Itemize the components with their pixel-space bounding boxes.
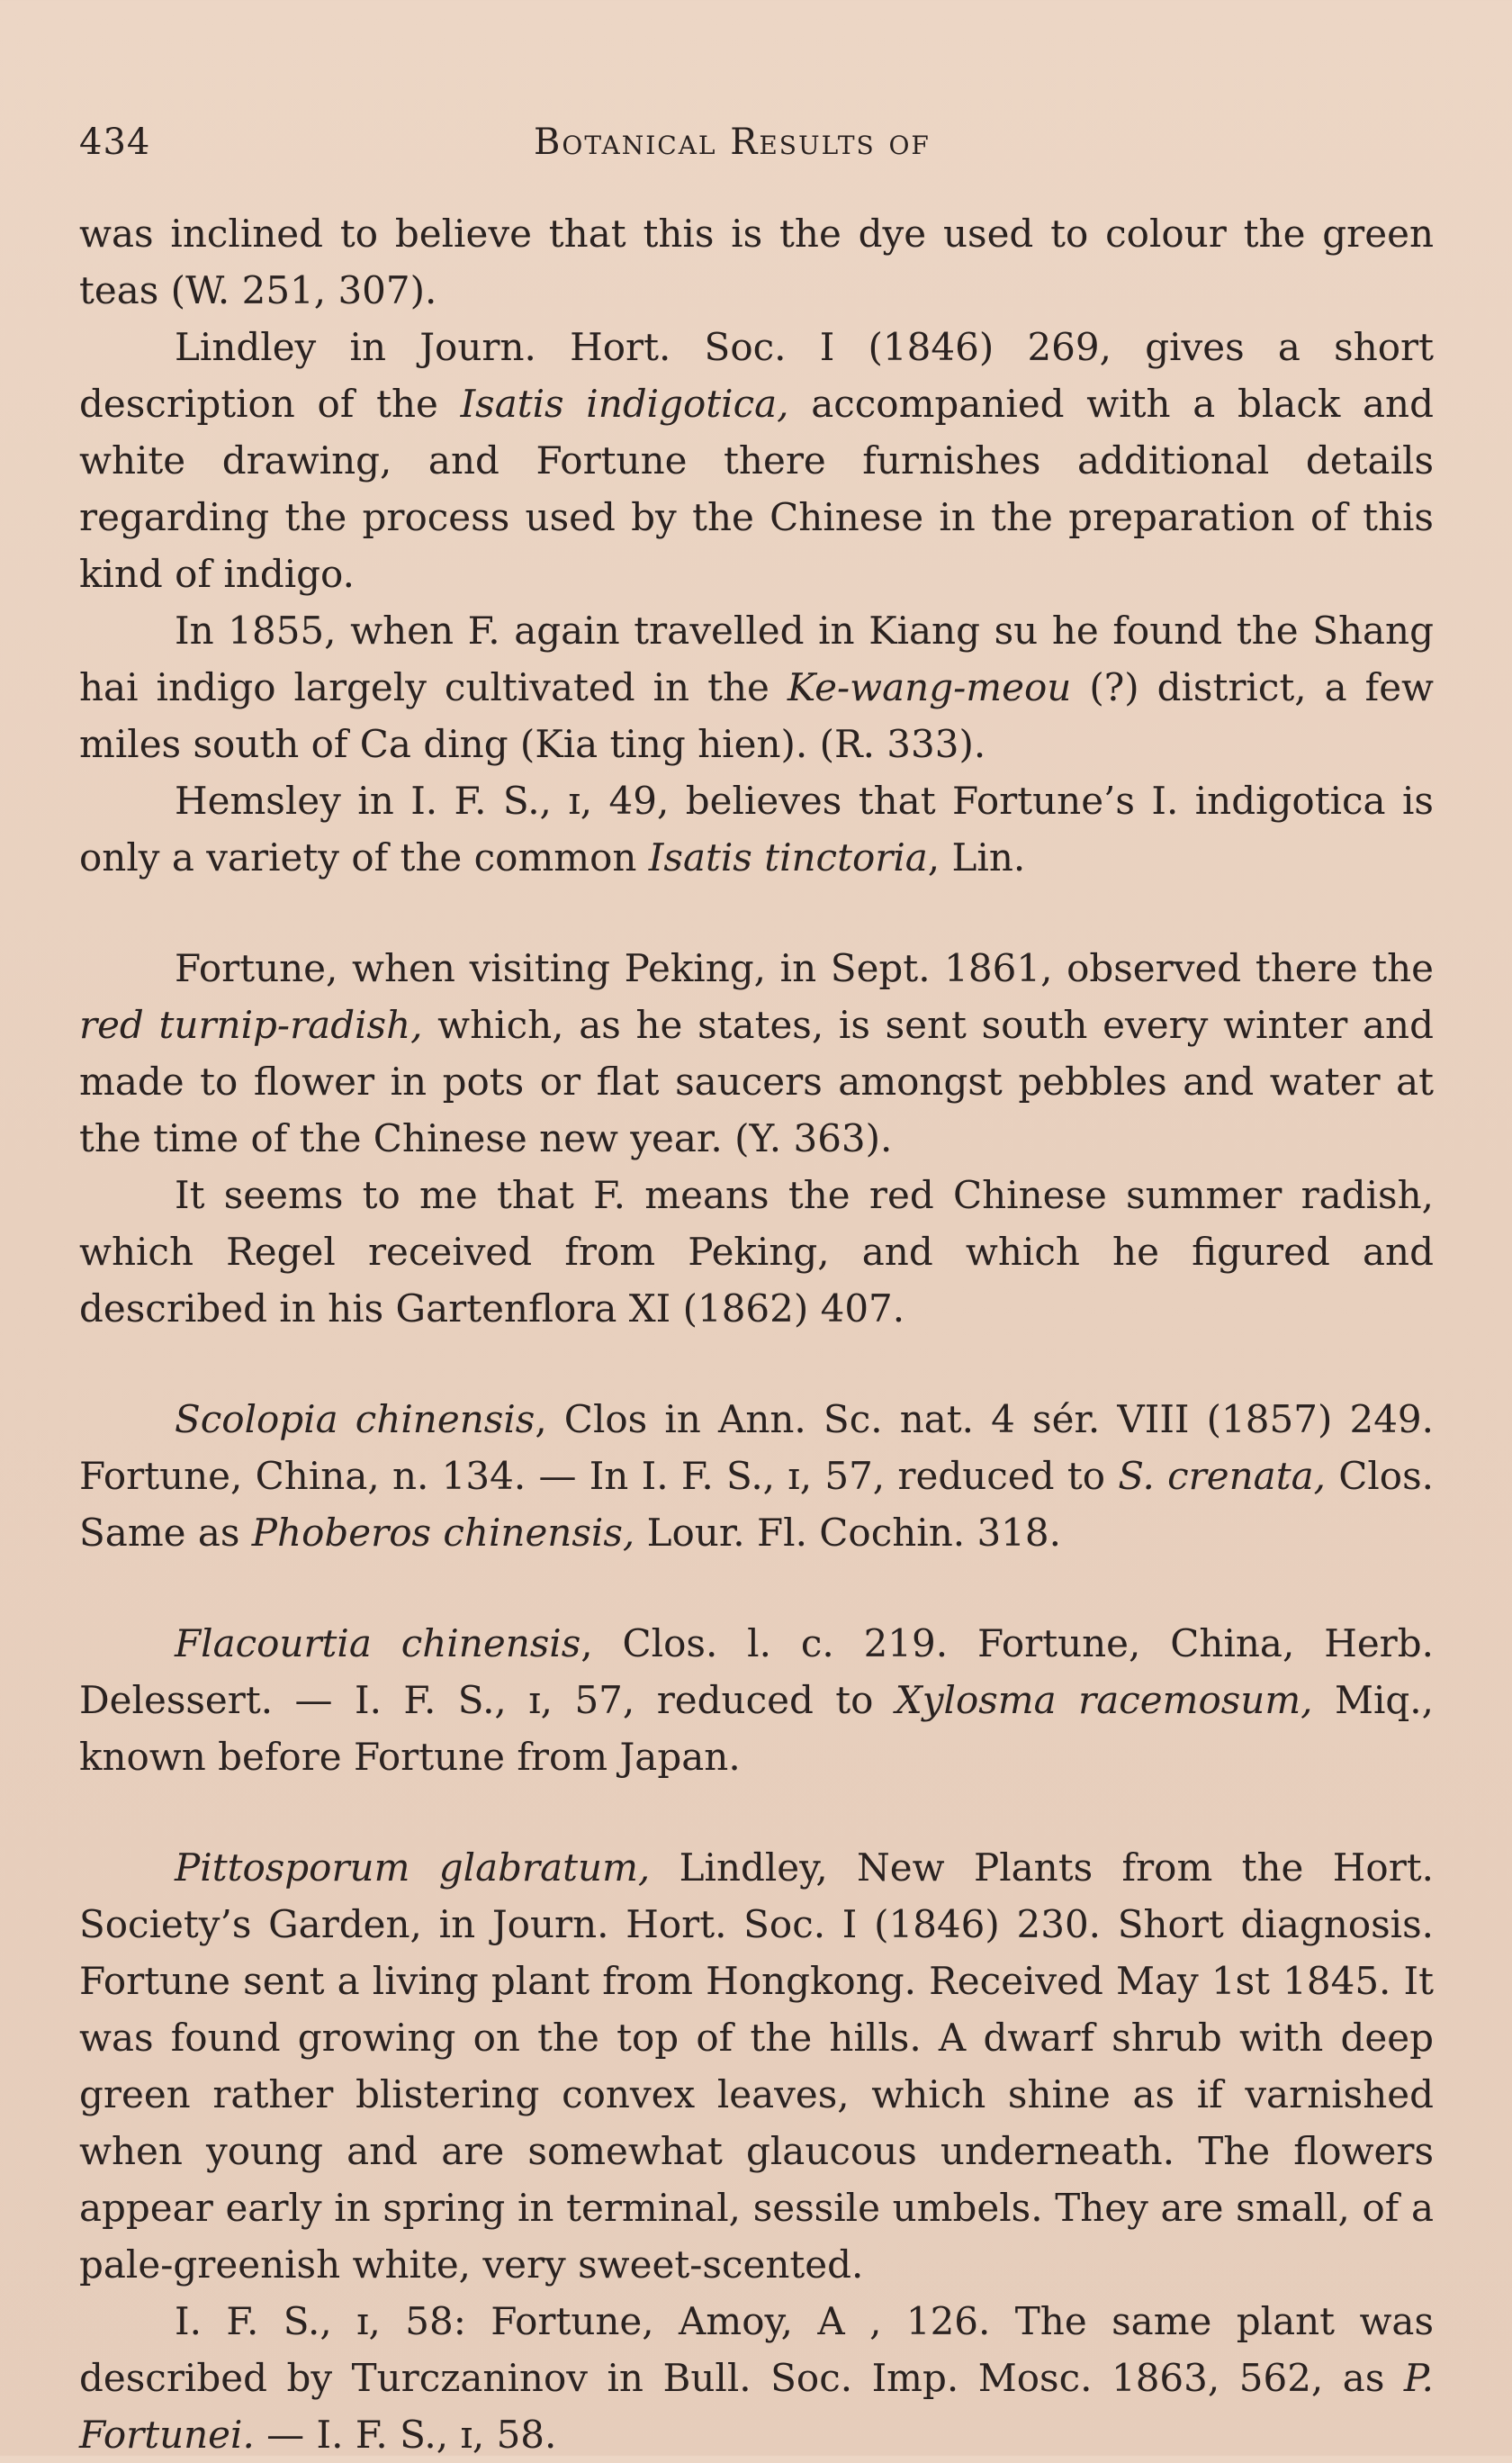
text-run: was inclined to believe that this is the dye used to colour the green teas (W. 251, 307). [79,212,1434,312]
paragraph [79,1167,1434,1337]
text-run: , Clos in Ann. Sc. nat. 4 sér. VIII (1857) 249. Fortune, China, n. 134. — In I. F. S., ɪ, 57, reduced to [79,1397,1434,1498]
italic-text-run: S. crenata, [1118,1454,1326,1498]
paragraph [79,940,1434,1167]
text-run: (?) district, a few miles south of Ca ding (Kia ting hien). (R. 333). [79,665,1434,766]
paragraph [79,2293,1434,2463]
italic-text-run: red turnip-radish, [79,1003,423,1047]
paragraph [79,205,1434,319]
text-run: Clos. Same as [79,1454,1434,1555]
text-run: Lindley, New Plants from the Hort. Society’s Garden, in Journ. Hort. Soc. I (1846) 230. Short diagnosis. Fortune sent a living plant from Hongkong. Received May 1st 1845. It was found growing on the top of the hills. A dwarf shrub with deep green rather blistering convex leaves, which shine as if varnished when young and are somewhat glaucous underneath. The flowers appear early in spring in terminal, sessile umbels. They are small, of a pale-greenish white, very sweet-scented. [79,1845,1434,2287]
text-run: which, as he states, is sent south every winter and made to flower in pots or flat saucers amongst pebbles and water at the time of the Chinese new year. (Y. 363). [79,1003,1434,1160]
text-run: — I. F. S., ɪ, 58. [254,2413,557,2457]
page-number: 434 [79,122,151,163]
paragraph [79,602,1434,772]
italic-text-run: P. Fortunei. [79,2356,1434,2457]
body-text [79,205,1434,2463]
italic-text-run: Phoberos chinensis, [251,1511,635,1555]
running-title: Botanical Results of [534,122,931,163]
text-run: I. F. S., ɪ, 58: Fortune, Amoy, A , 126. The same plant was described by Turczaninov in Bull. Soc. Imp. Mosc. 1863, 562, as [79,2299,1434,2400]
italic-text-run: Flacourtia chinensis [175,1621,581,1665]
text-run: Lour. Fl. Cochin. 318. [634,1511,1061,1555]
paragraph [79,1839,1434,2293]
italic-text-run: Scolopia chinensis [175,1397,536,1441]
text-run: Hemsley in I. F. S., ɪ, 49, believes that Fortune’s I. indigotica is only a variety of the common [79,779,1434,880]
italic-text-run: Xylosma racemosum, [895,1678,1313,1722]
paragraph [79,1615,1434,1785]
text-run: Fortune, when visiting Peking, in Sept. 1861, observed there the [175,946,1434,990]
page-header [79,115,1433,169]
italic-text-run: Pittosporum glabratum, [175,1845,651,1890]
paragraph [79,319,1434,602]
text-run: Miq., known before Fortune from Japan. [79,1678,1434,1779]
text-run: It seems to me that F. means the red Chinese summer radish, which Regel received from Peking, and which he figured and described in his Gartenflora XI (1862) 407. [79,1173,1434,1331]
text-run: accompanied with a black and white drawing, and Fortune there furnishes additional details regarding the process used by the Chinese in the preparation of this kind of indigo. [79,382,1434,596]
italic-text-run: Isatis indigotica, [460,382,789,426]
text-run: Lindley in Journ. Hort. Soc. I (1846) 269, gives a short description of the [79,325,1434,426]
paragraph [79,772,1434,886]
italic-text-run: Isatis tinctoria [648,835,928,880]
text-run: In 1855, when F. again travelled in Kiang su he found the Shang hai indigo largely cultivated in the [79,609,1434,709]
paragraph [79,1391,1434,1561]
text-run: , Lin. [927,835,1026,880]
italic-text-run: Ke-wang-meou [787,665,1072,709]
text-run: , Clos. l. c. 219. Fortune, China, Herb. Delessert. — I. F. S., ɪ, 57, reduced to [79,1621,1434,1722]
